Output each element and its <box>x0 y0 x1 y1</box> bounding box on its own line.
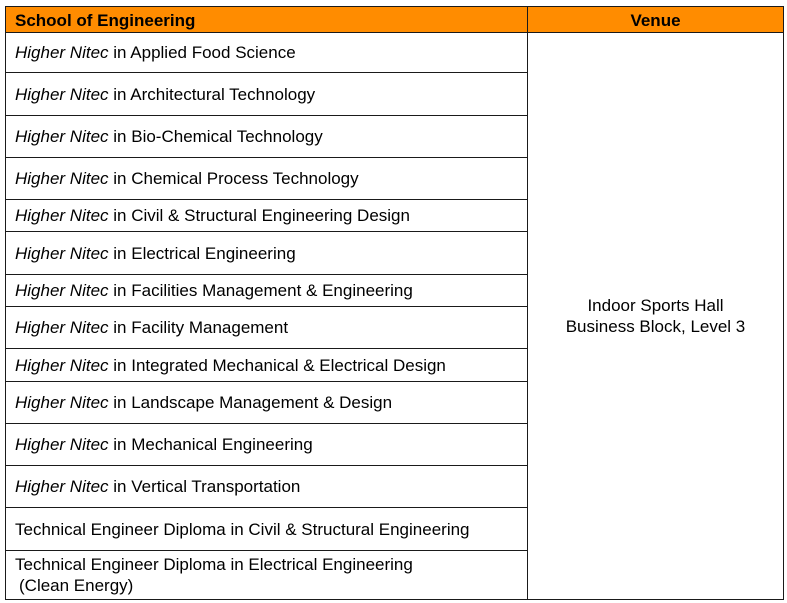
programme-name: in Electrical Engineering <box>108 243 296 263</box>
programme-name: Technical Engineer Diploma in Civil & Structural Engineering <box>15 519 470 539</box>
programme-name: in Vertical Transportation <box>108 477 301 496</box>
programme-cell <box>6 551 528 600</box>
programme-name: in Integrated Mechanical & Electrical Design <box>108 355 446 375</box>
programme-prefix: Higher Nitec <box>15 281 109 300</box>
programme-name-line-2: (Clean Energy) <box>19 576 134 595</box>
programme-cell <box>6 307 528 349</box>
programme-name: in Applied Food Science <box>108 43 296 62</box>
programme-cell <box>6 382 528 424</box>
engineering-venue-table <box>5 6 784 600</box>
programme-name: in Bio-Chemical Technology <box>108 127 323 146</box>
venue-line-2: Business Block, Level 3 <box>565 317 746 336</box>
programme-prefix: Higher Nitec <box>15 127 109 146</box>
programme-name: in Civil & Structural Engineering Design <box>108 206 410 225</box>
programme-cell <box>6 116 528 158</box>
programme-cell <box>6 232 528 275</box>
table-header-row <box>6 7 784 33</box>
programme-prefix: Higher Nitec <box>15 355 109 375</box>
programme-cell <box>6 200 528 232</box>
programme-cell <box>6 349 528 382</box>
venue-column-header: Venue <box>528 7 784 33</box>
programme-cell <box>6 33 528 73</box>
programme-cell <box>6 73 528 116</box>
programme-name: in Architectural Technology <box>108 84 316 104</box>
engineering-venue-table-wrapper <box>5 6 784 600</box>
venue-cell <box>528 33 784 600</box>
programme-prefix: Higher Nitec <box>15 477 109 496</box>
programme-cell <box>6 508 528 551</box>
programme-cell <box>6 275 528 307</box>
programme-name: in Landscape Management & Design <box>108 393 393 412</box>
programme-prefix: Higher Nitec <box>15 169 109 188</box>
venue-line-1: Indoor Sports Hall <box>587 296 724 315</box>
programme-cell <box>6 158 528 200</box>
programme-prefix: Higher Nitec <box>15 84 109 104</box>
programme-name: in Facilities Management & Engineering <box>108 281 413 300</box>
programme-name: in Chemical Process Technology <box>108 169 359 188</box>
programme-prefix: Higher Nitec <box>15 393 109 412</box>
school-column-header: School of Engineering <box>6 7 528 33</box>
programme-prefix: Higher Nitec <box>15 243 109 263</box>
programme-prefix: Higher Nitec <box>15 43 109 62</box>
table-row <box>6 33 784 73</box>
programme-cell <box>6 466 528 508</box>
programme-name: in Mechanical Engineering <box>108 435 313 454</box>
programme-prefix: Higher Nitec <box>15 206 109 225</box>
programme-prefix: Higher Nitec <box>15 318 109 337</box>
programme-name: Technical Engineer Diploma in Electrical Engineering <box>15 555 413 574</box>
programme-cell <box>6 424 528 466</box>
programme-name: in Facility Management <box>108 318 289 337</box>
programme-prefix: Higher Nitec <box>15 435 109 454</box>
